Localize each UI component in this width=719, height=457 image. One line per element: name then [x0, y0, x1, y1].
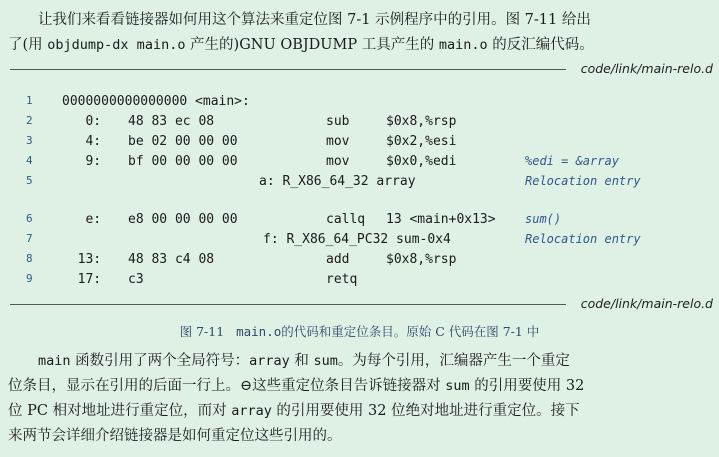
code-args: $0x2,%esi [386, 134, 457, 149]
code-op: sub [326, 114, 350, 129]
caption-text: 的代码和重定位条目。原始 C 代码在图 7-1 中 [281, 324, 540, 339]
code-line-6 [0, 212, 719, 234]
intro-text-1: 让我们来看看链接器如何用这个算法来重定位图 7-1 示例程序中的引用。图 7-11 给出 [38, 12, 591, 28]
body-text: 的引用要使用 32 位绝对地址进行重定位。接下 [271, 403, 580, 419]
code-comment: %edi = &array [525, 154, 619, 168]
code-bytes: c3 [128, 272, 144, 287]
body-text: 函数引用了两个全局符号： [70, 353, 250, 369]
code-line-4 [0, 154, 719, 176]
code-comment: sum() [525, 212, 562, 226]
body-line-1 [8, 349, 711, 374]
line-number: 8 [26, 252, 33, 265]
line-number: 1 [26, 94, 33, 107]
bottom-rule [10, 304, 566, 305]
body-line-3 [8, 399, 711, 424]
body-code-sum: sum [313, 353, 338, 369]
code-addr: 13: [62, 252, 102, 267]
code-comment: Relocation entry [525, 174, 641, 188]
intro-command: objdump-dx main.o [47, 37, 186, 53]
line-number: 2 [26, 114, 33, 127]
code-op: callq [326, 212, 366, 227]
code-bytes: e8 00 00 00 00 [128, 212, 238, 227]
code-line-5 [0, 174, 719, 196]
body-code-main: main [38, 353, 71, 369]
code-op: mov [326, 154, 350, 169]
caption-filename: main.o [236, 324, 282, 339]
code-op: retq [326, 272, 358, 287]
intro-filename: main.o [438, 37, 488, 53]
figure-number: 图 7-11 [179, 324, 225, 339]
intro-text-2b: 产生的)GNU OBJDUMP 工具产生的 [185, 37, 439, 53]
code-bytes: 48 83 ec 08 [128, 114, 215, 129]
code-bytes: 48 83 c4 08 [128, 252, 215, 267]
body-paragraph [8, 349, 711, 449]
code-op: mov [326, 134, 350, 149]
code-addr: e: [62, 212, 102, 227]
body-text: 来两节会详细介绍链接器是如何重定位这些引用的。 [8, 428, 342, 444]
figure-caption [0, 322, 719, 340]
body-code-array: array [249, 353, 290, 369]
line-number: 3 [26, 134, 33, 147]
code-addr: 9: [62, 154, 102, 169]
source-label-top: code/link/main-relo.d [580, 61, 713, 76]
line-number: 4 [26, 154, 33, 167]
intro-line-1 [8, 8, 711, 33]
intro-text-2c: 的反汇编代码。 [487, 37, 594, 53]
line-number: 5 [26, 174, 33, 187]
body-code-sum: sum [445, 378, 470, 394]
relocation-entry: f: R_X86_64_PC32 sum-0x4 [263, 232, 451, 247]
source-label-bottom: code/link/main-relo.d [580, 296, 713, 311]
intro-line-2 [8, 33, 711, 58]
code-addr: 0: [62, 114, 102, 129]
body-text: 的引用要使用 32 [469, 378, 585, 394]
code-line-1 [0, 94, 719, 116]
intro-paragraph [8, 8, 711, 58]
top-rule [10, 69, 566, 70]
line-number: 9 [26, 272, 33, 285]
code-addr: 0000000000000000 <main>: [62, 94, 250, 109]
body-text: 和 [289, 353, 314, 369]
relocation-entry: a: R_X86_64_32 array [259, 174, 416, 189]
body-line-2 [8, 374, 711, 399]
body-text: 位条目，显示在引用的后面一行上。⊖这些重定位条目告诉链接器对 [8, 378, 446, 394]
code-bytes: be 02 00 00 00 [128, 134, 238, 149]
intro-text-2a: 了(用 [8, 37, 48, 53]
code-line-8 [0, 252, 719, 274]
code-args: 13 <main+0x13> [386, 212, 496, 227]
code-line-7 [0, 232, 719, 254]
line-number: 6 [26, 212, 33, 225]
code-comment: Relocation entry [525, 232, 641, 246]
code-bytes: bf 00 00 00 00 [128, 154, 238, 169]
code-line-9 [0, 272, 719, 294]
code-line-3 [0, 134, 719, 156]
code-addr: 17: [62, 272, 102, 287]
code-args: $0x0,%edi [386, 154, 457, 169]
code-args: $0x8,%rsp [386, 252, 457, 267]
body-text: 。为每个引用，汇编器产生一个重定 [337, 353, 570, 369]
code-addr: 4: [62, 134, 102, 149]
body-code-array: array [231, 403, 272, 419]
body-line-4 [8, 424, 711, 449]
code-op: add [326, 252, 350, 267]
code-args: $0x8,%rsp [386, 114, 457, 129]
code-line-2 [0, 114, 719, 136]
body-text: 位 PC 相对地址进行重定位，而对 [8, 403, 232, 419]
line-number: 7 [26, 232, 33, 245]
